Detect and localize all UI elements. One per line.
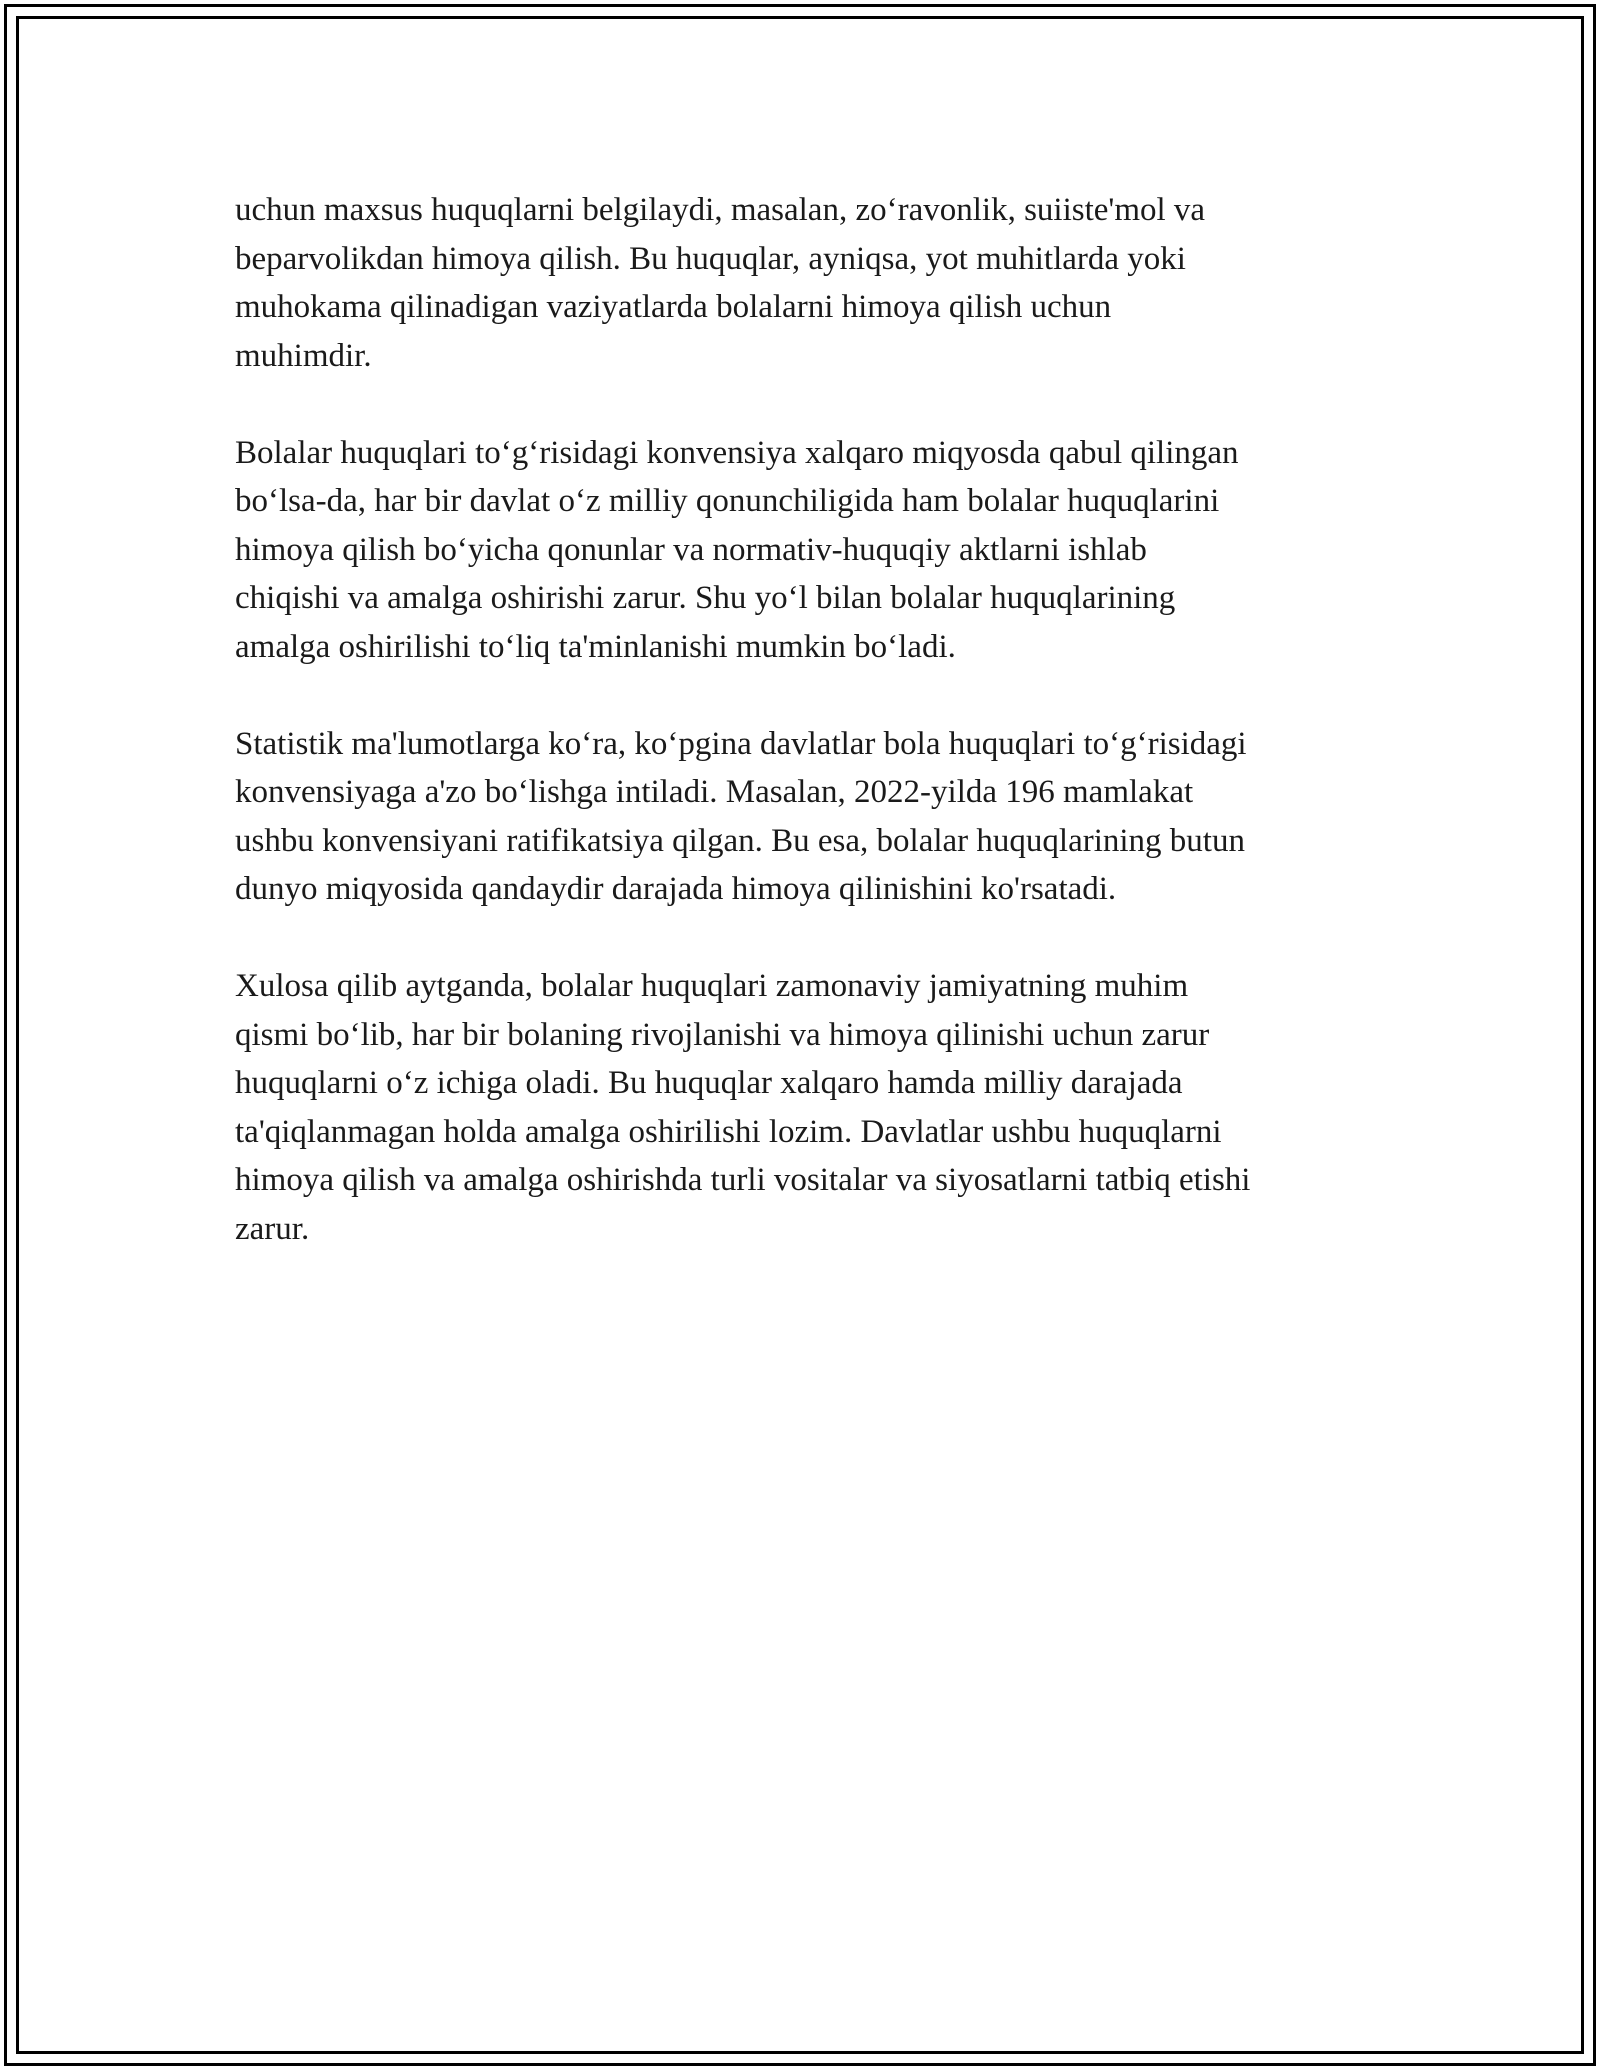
text-line: chiqishi va amalga oshirishi zarur. Shu yo‘l bilan bolalar huquqlarining — [235, 580, 1176, 616]
text-line: ta'qiqlanmagan holda amalga oshirilishi lozim. Davlatlar ushbu huquqlarni — [235, 1113, 1222, 1150]
text-line: konvensiyaga a'zo bo‘lishga intiladi. Masalan, 2022-yilda 196 mamlakat — [235, 774, 1194, 810]
text-line: Bolalar huquqlari to‘g‘risidagi konvensiya xalqaro miqyosda qabul qilingan — [235, 434, 1239, 471]
text-line: dunyo miqyosida qandaydir darajada himoya qilinishini ko'rsatadi. — [235, 871, 1117, 907]
text-line: muhimdir. — [235, 337, 372, 374]
text-line: zarur. — [235, 1210, 310, 1247]
paragraph-2 — [235, 429, 1375, 672]
text-line: qismi bo‘lib, har bir bolaning rivojlanishi va himoya qilinishi uchun zarur — [235, 1016, 1210, 1053]
text-line: amalga oshirilishi to‘liq ta'minlanishi mumkin bo‘ladi. — [235, 628, 956, 665]
text-line: beparvolikdan himoya qilish. Bu huquqlar, ayniqsa, yot muhitlarda yoki — [235, 240, 1186, 277]
paragraph-1 — [235, 186, 1375, 380]
text-line: himoya qilish bo‘yicha qonunlar va normativ-huquqiy aktlarni ishlab — [235, 531, 1147, 568]
text-line: muhokama qilinadigan vaziyatlarda bolalarni himoya qilish uchun — [235, 289, 1112, 325]
document-body — [235, 186, 1375, 1302]
paragraph-4 — [235, 962, 1375, 1253]
text-line: ushbu konvensiyani ratifikatsiya qilgan. Bu esa, bolalar huquqlarining butun — [235, 822, 1245, 859]
text-line: Xulosa qilib aytganda, bolalar huquqlari zamonaviy jamiyatning muhim — [235, 968, 1189, 1004]
text-line: bo‘lsa-da, har bir davlat o‘z milliy qonunchiligida ham bolalar huquqlarini — [235, 483, 1220, 519]
paragraph-3 — [235, 720, 1375, 914]
text-line: uchun maxsus huquqlarni belgilaydi, masalan, zo‘ravonlik, suiiste'mol va — [235, 192, 1206, 228]
text-line: himoya qilish va amalga oshirishda turli vositalar va siyosatlarni tatbiq etishi — [235, 1162, 1251, 1198]
text-line: Statistik ma'lumotlarga ko‘ra, ko‘pgina davlatlar bola huquqlari to‘g‘risidagi — [235, 725, 1247, 762]
text-line: huquqlarni o‘z ichiga oladi. Bu huquqlar xalqaro hamda milliy darajada — [235, 1065, 1183, 1101]
